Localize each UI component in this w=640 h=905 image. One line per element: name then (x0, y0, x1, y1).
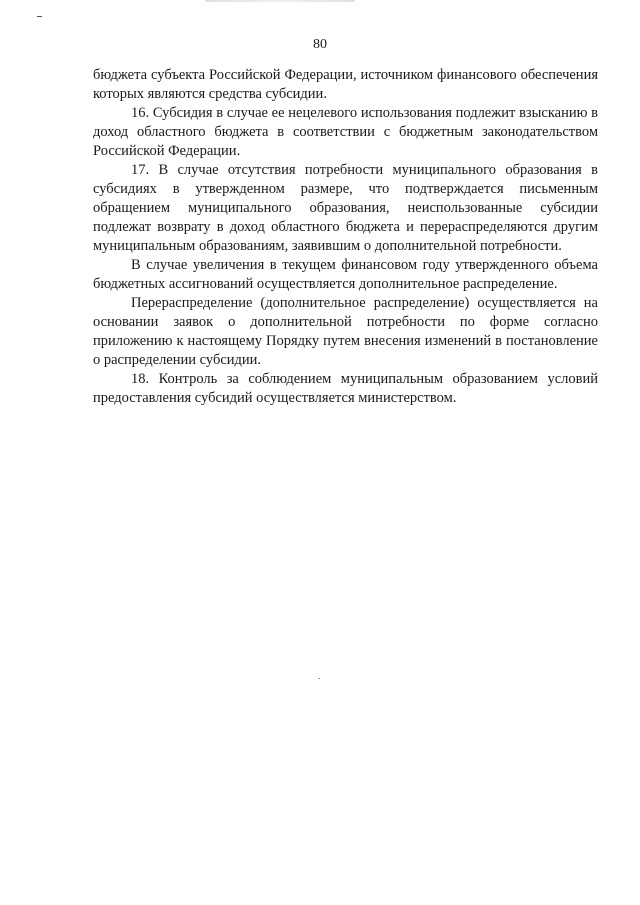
scan-artifact-top (205, 0, 355, 2)
paragraph-17: 17. В случае отсутствия потребности муниципального образования в субсидиях в утвержденном размере, что подтверждается письменным обращением муниципального образования, неиспользованные субсидии подлежат возврату в доход областного бюджета и перераспределяются другим муниципальным образованиям, заявившим о дополнительной потребности. (93, 162, 598, 254)
paragraph-18: 18. Контроль за соблюдением муниципальным образованием условий предоставления субсидий осуществляется министерством. (93, 371, 598, 406)
paragraph-continuation: бюджета субъекта Российской Федерации, источником финансового обеспечения которых являются средства субсидии. (93, 67, 598, 102)
margin-mark (37, 16, 42, 17)
paragraph-increase: В случае увеличения в текущем финансовом году утвержденного объема бюджетных ассигнований осуществляется дополнительное распределение. (93, 257, 598, 292)
scan-dot (318, 678, 320, 679)
paragraph-16: 16. Субсидия в случае ее нецелевого использования подлежит взысканию в доход областного бюджета в соответствии с бюджетным законодательством Российской Федерации. (93, 105, 598, 159)
document-body (93, 66, 598, 408)
page-number: 80 (313, 37, 327, 52)
paragraph-redistribution: Перераспределение (дополнительное распределение) осуществляется на основании заявок о дополнительной потребности по форме согласно приложению к настоящему Порядку путем внесения изменений в постановление о распределении субсидии. (93, 295, 598, 368)
